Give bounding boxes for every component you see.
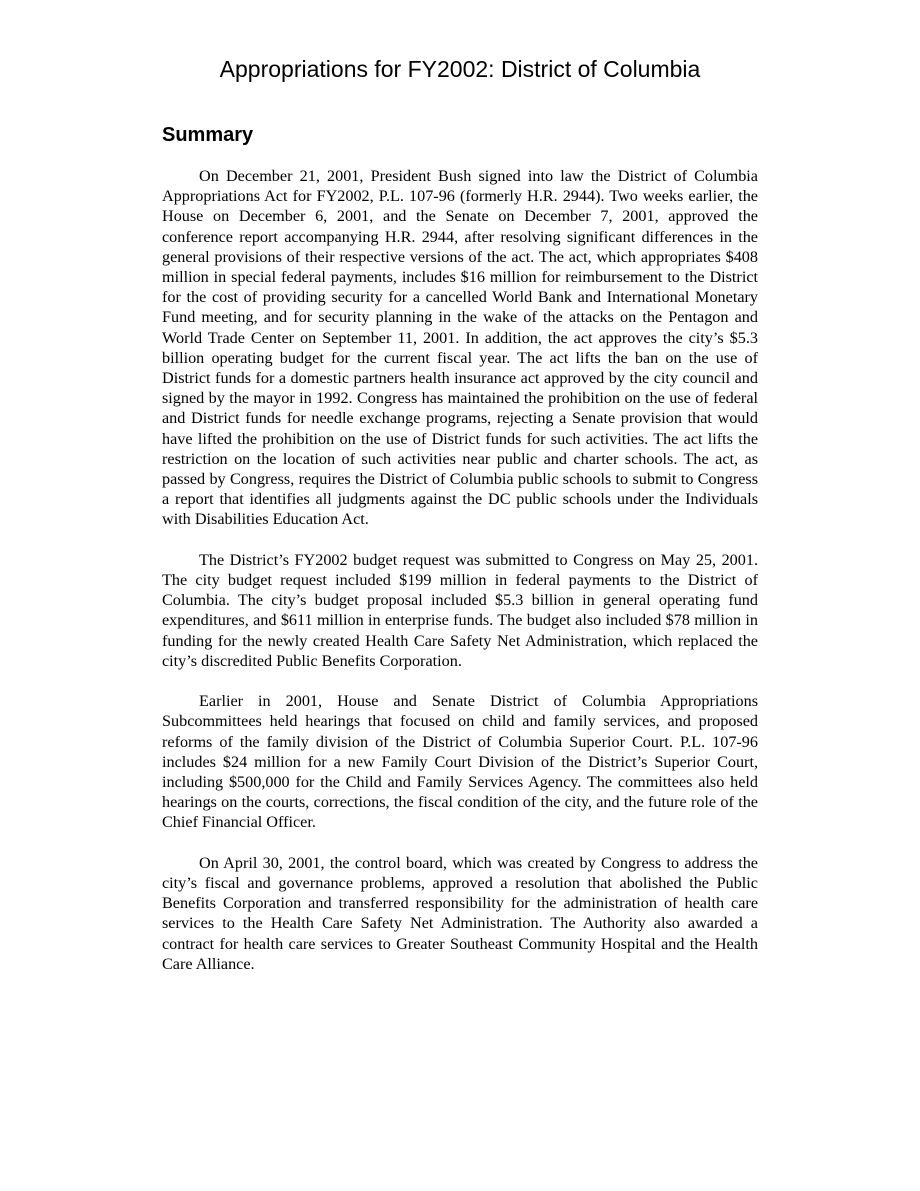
paragraph-signing: On December 21, 2001, President Bush signed into law the District of Columbia Appropriations Act for FY2002, P.L. 107-96 (formerly H.R. 2944). Two weeks earlier, the House on December 6, 2001, and the Senate on December 7, 2001, approved the conference report accompanying H.R. 2944, after resolving significant differences in the general provisions of their respective versions of the act. The act, which appropriates $408 million in special federal payments, includes $16 million for reimbursement to the District for the cost of providing security for a cancelled World Bank and International Monetary Fund meeting, and for security planning in the wake of the attacks on the Pentagon and World Trade Center on September 11, 2001. In addition, the act approves the city’s $5.3 billion operating budget for the current fiscal year. The act lifts the ban on the use of District funds for a domestic partners health insurance act approved by the city council and signed by the mayor in 1992. Congress has maintained the prohibition on the use of federal and District funds for needle exchange programs, rejecting a Senate provision that would have lifted the prohibition on the use of District funds for such activities. The act lifts the restriction on the location of such activities near public and charter schools. The act, as passed by Congress, requires the District of Columbia public schools to submit to Congress a report that identifies all judgments against the DC public schools under the Individuals with Disabilities Education Act. bbox=[162, 167, 758, 529]
paragraph-control-board: On April 30, 2001, the control board, which was created by Congress to address the city’s fiscal and governance problems, approved a resolution that abolished the Public Benefits Corporation and transferred responsibility for the administration of health care services to the Health Care Safety Net Administration. The Authority also awarded a contract for health care services to Greater Southeast Community Hospital and the Health Care Alliance. bbox=[162, 853, 758, 973]
summary-body bbox=[162, 166, 758, 994]
document-title: Appropriations for FY2002: District of Columbia bbox=[219, 56, 701, 82]
section-heading-summary: Summary bbox=[162, 124, 254, 146]
paragraph-hearings: Earlier in 2001, House and Senate District of Columbia Appropriations Subcommittees held hearings that focused on child and family services, and proposed reforms of the family division of the District of Columbia Superior Court. P.L. 107-96 includes $24 million for a new Family Court Division of the District’s Superior Court, including $500,000 for the Child and Family Services Agency. The committees also held hearings on the courts, corrections, the fiscal condition of the city, and the future role of the Chief Financial Officer. bbox=[162, 692, 758, 832]
paragraph-budget-request: The District’s FY2002 budget request was submitted to Congress on May 25, 2001. The city budget request included $199 million in federal payments to the District of Columbia. The city’s budget proposal included $5.3 billion in general operating fund expenditures, and $611 million in enterprise funds. The budget also included $78 million in funding for the newly created Health Care Safety Net Administration, which replaced the city’s discredited Public Benefits Corporation. bbox=[162, 550, 758, 670]
